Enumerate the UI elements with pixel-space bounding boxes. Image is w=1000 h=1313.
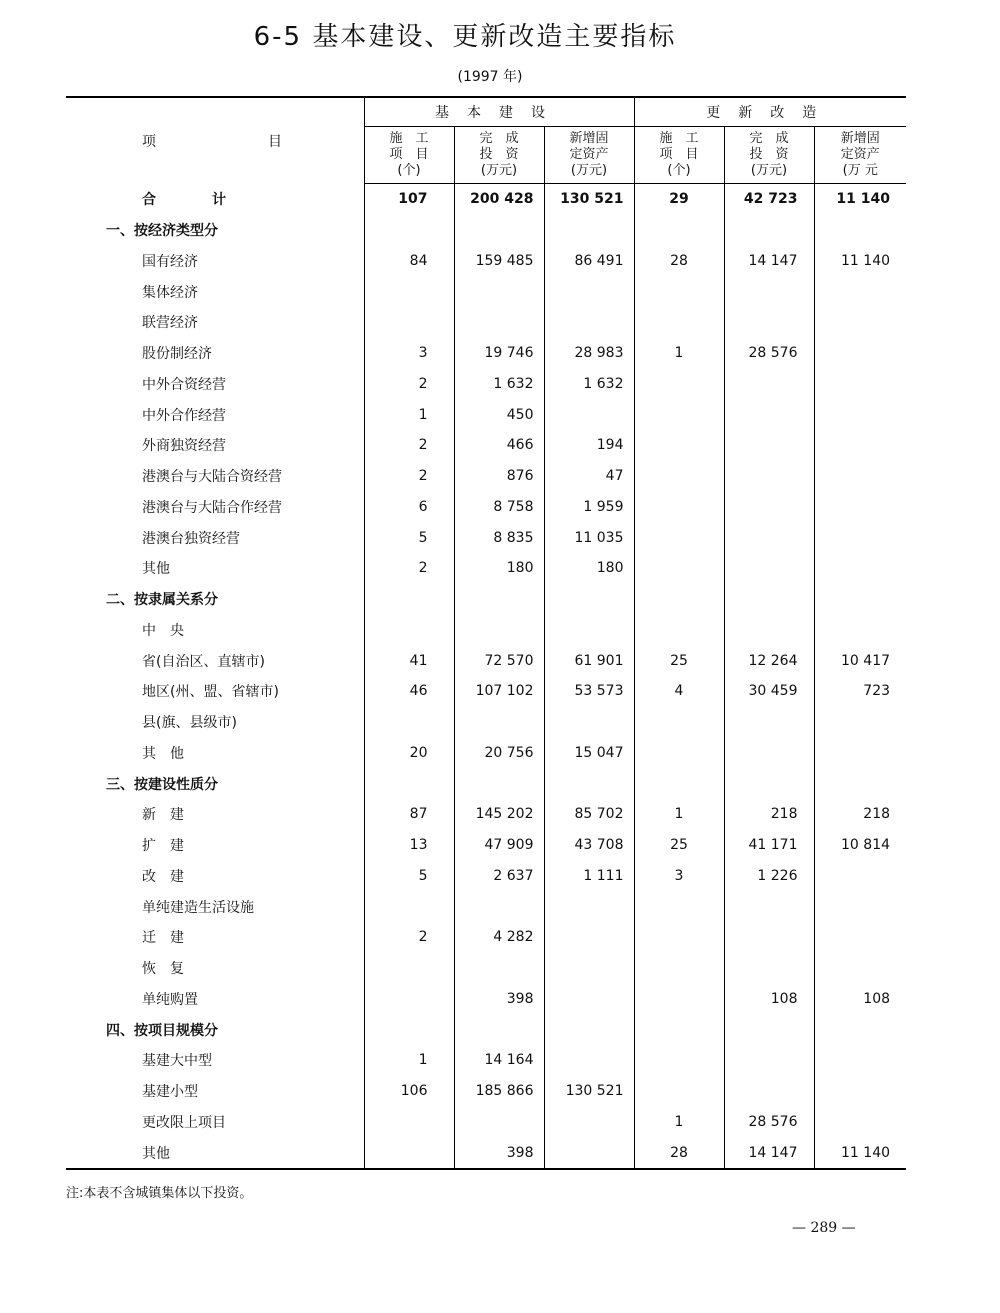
table-cell: [454, 215, 544, 246]
table-cell: [814, 768, 906, 799]
row-label: 港澳台与大陆合资经营: [142, 469, 282, 486]
table-cell: 53 573: [544, 676, 634, 707]
table-cell: [814, 584, 906, 615]
table-cell: 159 485: [454, 246, 544, 277]
table-cell: [454, 615, 544, 646]
table-cell: [814, 399, 906, 430]
table-cell: [364, 707, 454, 738]
data-table: [66, 96, 906, 1170]
table-cell: 2: [364, 461, 454, 492]
table-cell: [634, 553, 724, 584]
table-row: [66, 1137, 906, 1169]
table-cell: 41 171: [724, 830, 814, 861]
table-cell: [544, 307, 634, 338]
table-cell: 398: [454, 984, 544, 1015]
row-label: 三、按建设性质分: [106, 776, 218, 793]
table-cell: [364, 584, 454, 615]
table-cell: [544, 1107, 634, 1138]
table-cell: 46: [364, 676, 454, 707]
table-cell: 11 140: [814, 1137, 906, 1169]
table-cell: 6: [364, 492, 454, 523]
table-cell: [634, 307, 724, 338]
section-row: [66, 768, 906, 799]
table-cell: 47: [544, 461, 634, 492]
table-cell: 28: [634, 1137, 724, 1169]
table-cell: 28 983: [544, 338, 634, 369]
table-cell: [724, 707, 814, 738]
table-row: [66, 615, 906, 646]
table-cell: 194: [544, 430, 634, 461]
table-cell: 12 264: [724, 645, 814, 676]
table-cell: 1 226: [724, 861, 814, 892]
table-cell: [814, 492, 906, 523]
table-cell: [634, 891, 724, 922]
table-cell: [544, 215, 634, 246]
row-label: 迁 建: [142, 930, 184, 947]
table-cell: [724, 1014, 814, 1045]
table-cell: 15 047: [544, 738, 634, 769]
table-cell: [364, 615, 454, 646]
table-cell: [544, 1045, 634, 1076]
table-cell: 723: [814, 676, 906, 707]
table-cell: 398: [454, 1137, 544, 1169]
table-row: [66, 553, 906, 584]
table-cell: [634, 369, 724, 400]
table-cell: [814, 338, 906, 369]
table-cell: 86 491: [544, 246, 634, 277]
row-label: 国有经济: [142, 253, 198, 270]
row-label: 联营经济: [142, 315, 198, 332]
table-cell: [454, 707, 544, 738]
table-cell: 1: [364, 1045, 454, 1076]
table-cell: [724, 1076, 814, 1107]
table-cell: 218: [814, 799, 906, 830]
table-row: [66, 369, 906, 400]
table-cell: [544, 768, 634, 799]
table-cell: [814, 553, 906, 584]
table-cell: [634, 584, 724, 615]
row-label: 恢 复: [142, 961, 184, 978]
table-cell: 108: [814, 984, 906, 1015]
table-cell: [634, 1014, 724, 1045]
table-cell: 43 708: [544, 830, 634, 861]
table-cell: [634, 707, 724, 738]
table-cell: [724, 461, 814, 492]
table-cell: 106: [364, 1076, 454, 1107]
table-cell: [544, 707, 634, 738]
table-cell: [724, 615, 814, 646]
table-cell: [634, 1045, 724, 1076]
table-cell: [454, 584, 544, 615]
table-cell: 466: [454, 430, 544, 461]
table-cell: [634, 768, 724, 799]
table-cell: 19 746: [454, 338, 544, 369]
table-cell: [724, 891, 814, 922]
table-row: [66, 891, 906, 922]
table-cell: 30 459: [724, 676, 814, 707]
table-cell: [364, 891, 454, 922]
table-cell: [364, 984, 454, 1015]
table-row: [66, 922, 906, 953]
row-label: 地区(州、盟、省辖市): [142, 684, 279, 701]
table-cell: [814, 1076, 906, 1107]
table-cell: [364, 1137, 454, 1169]
table-cell: 84: [364, 246, 454, 277]
table-cell: [724, 522, 814, 553]
table-cell: 41: [364, 645, 454, 676]
row-label: 其他: [66, 1137, 364, 1169]
table-cell: 8 835: [454, 522, 544, 553]
table-cell: 218: [724, 799, 814, 830]
row-label: 股份制经济: [142, 346, 212, 363]
table-row: [66, 738, 906, 769]
table-cell: [454, 1014, 544, 1045]
table-row: [66, 338, 906, 369]
table-cell: [454, 307, 544, 338]
table-cell: 2: [364, 922, 454, 953]
table-cell: 180: [544, 553, 634, 584]
row-label: 合 计: [142, 192, 226, 209]
row-label: 更改限上项目: [142, 1114, 226, 1131]
table-row: [66, 430, 906, 461]
table-cell: [544, 584, 634, 615]
table-cell: 85 702: [544, 799, 634, 830]
table-cell: 1: [634, 1107, 724, 1138]
table-cell: 450: [454, 399, 544, 430]
table-cell: 29: [634, 184, 724, 215]
table-cell: [814, 215, 906, 246]
table-cell: 1 111: [544, 861, 634, 892]
table-cell: [364, 1014, 454, 1045]
column-header: 完 成 投 资 (万元): [454, 127, 544, 184]
table-cell: [634, 615, 724, 646]
table-cell: [634, 461, 724, 492]
table-cell: [814, 615, 906, 646]
table-cell: [634, 522, 724, 553]
table-row: [66, 1076, 906, 1107]
table-cell: [814, 307, 906, 338]
table-cell: 87: [364, 799, 454, 830]
table-cell: [814, 1045, 906, 1076]
table-cell: [364, 1107, 454, 1138]
table-row: [66, 984, 906, 1015]
table-cell: 10 814: [814, 830, 906, 861]
table-cell: [544, 984, 634, 1015]
table-cell: 28 576: [724, 338, 814, 369]
page-title: 6-5 基本建设、更新改造主要指标: [253, 22, 677, 52]
table-cell: 145 202: [454, 799, 544, 830]
table-cell: 1: [634, 338, 724, 369]
table-row: [66, 492, 906, 523]
row-label: 新 建: [142, 807, 184, 824]
basic-construction-group-header: 基本建设: [364, 97, 634, 127]
total-row: [66, 184, 906, 215]
table-cell: 1 632: [454, 369, 544, 400]
table-cell: 3: [634, 861, 724, 892]
table-cell: 108: [724, 984, 814, 1015]
table-cell: [814, 738, 906, 769]
table-row: [66, 246, 906, 277]
row-label: 外商独资经营: [142, 438, 226, 455]
table-cell: 28: [634, 246, 724, 277]
table-cell: 61 901: [544, 645, 634, 676]
row-label: 集体经济: [142, 284, 198, 301]
table-cell: [724, 953, 814, 984]
table-cell: [634, 738, 724, 769]
table-cell: 5: [364, 861, 454, 892]
table-cell: [364, 768, 454, 799]
table-cell: [724, 307, 814, 338]
table-cell: 11 035: [544, 522, 634, 553]
table-cell: [724, 584, 814, 615]
table-row: [66, 276, 906, 307]
table-cell: [634, 276, 724, 307]
table-cell: [724, 215, 814, 246]
table-cell: [544, 922, 634, 953]
table-cell: 25: [634, 830, 724, 861]
table-cell: [724, 738, 814, 769]
table-cell: 14 147: [724, 1137, 814, 1169]
table-row: [66, 707, 906, 738]
table-row: [66, 953, 906, 984]
row-label: 中外合作经营: [142, 407, 226, 424]
row-label: 基建小型: [142, 1084, 198, 1101]
table-cell: 4 282: [454, 922, 544, 953]
table-cell: 2: [364, 553, 454, 584]
table-cell: [544, 891, 634, 922]
table-cell: 107 102: [454, 676, 544, 707]
table-cell: [634, 984, 724, 1015]
table-cell: 11 140: [814, 184, 906, 215]
table-cell: 130 521: [544, 1076, 634, 1107]
table-cell: 107: [364, 184, 454, 215]
table-cell: 3: [364, 338, 454, 369]
table-cell: [814, 861, 906, 892]
row-label: 其 他: [142, 745, 184, 762]
table-row: [66, 645, 906, 676]
table-cell: 72 570: [454, 645, 544, 676]
row-label: 港澳台与大陆合作经营: [142, 499, 282, 516]
table-cell: [814, 430, 906, 461]
row-label: 省(自治区、直辖市): [142, 653, 265, 670]
table-cell: [454, 953, 544, 984]
column-header: 完 成 投 资 (万元): [724, 127, 814, 184]
table-cell: 20 756: [454, 738, 544, 769]
table-cell: [724, 430, 814, 461]
table-cell: [364, 276, 454, 307]
table-year: (1997 年): [457, 69, 523, 85]
table-cell: 4: [634, 676, 724, 707]
table-row: [66, 830, 906, 861]
table-cell: [724, 369, 814, 400]
table-cell: [724, 276, 814, 307]
table-cell: [724, 553, 814, 584]
table-cell: [814, 1014, 906, 1045]
table-cell: [724, 922, 814, 953]
table-cell: [454, 768, 544, 799]
table-cell: 2 637: [454, 861, 544, 892]
table-cell: 185 866: [454, 1076, 544, 1107]
column-header: 施 工 项 目 (个): [634, 127, 724, 184]
table-header: [66, 97, 906, 184]
table-cell: [724, 399, 814, 430]
row-label: 扩 建: [142, 838, 184, 855]
renovation-group-header: 更新改造: [634, 97, 906, 127]
table-cell: [544, 1137, 634, 1169]
item-column-header: 项 目: [66, 97, 364, 184]
table-cell: [814, 707, 906, 738]
row-label: 一、按经济类型分: [106, 223, 218, 240]
table-cell: 13: [364, 830, 454, 861]
table-cell: [454, 891, 544, 922]
table-cell: 1: [364, 399, 454, 430]
table-cell: 1: [634, 799, 724, 830]
section-row: [66, 215, 906, 246]
table-cell: [634, 430, 724, 461]
row-label: 单纯购置: [142, 991, 198, 1008]
table-cell: [724, 1045, 814, 1076]
table-row: [66, 799, 906, 830]
table-cell: 11 140: [814, 246, 906, 277]
table-cell: 20: [364, 738, 454, 769]
table-body: [66, 184, 906, 1170]
footnote: 注:本表不含城镇集体以下投资。: [66, 1186, 253, 1201]
table-cell: 1 632: [544, 369, 634, 400]
row-label: 其他: [142, 561, 170, 578]
column-header: 新增固 定资产 (万元): [544, 127, 634, 184]
table-row: [66, 461, 906, 492]
table-cell: 5: [364, 522, 454, 553]
row-label: 基建大中型: [142, 1053, 212, 1070]
table-cell: 42 723: [724, 184, 814, 215]
table-cell: 14 164: [454, 1045, 544, 1076]
table-row: [66, 676, 906, 707]
table-cell: [814, 522, 906, 553]
row-label: 单纯建造生活设施: [142, 899, 254, 916]
table-cell: [634, 922, 724, 953]
table-row: [66, 307, 906, 338]
table-cell: 14 147: [724, 246, 814, 277]
table-cell: [724, 768, 814, 799]
table-cell: 10 417: [814, 645, 906, 676]
table-cell: [634, 215, 724, 246]
row-label: 改 建: [142, 868, 184, 885]
table-cell: [814, 369, 906, 400]
table-cell: 876: [454, 461, 544, 492]
table-cell: [814, 891, 906, 922]
table-cell: [364, 953, 454, 984]
table-row: [66, 1045, 906, 1076]
table-cell: 130 521: [544, 184, 634, 215]
table-cell: [814, 953, 906, 984]
row-label: 中 央: [142, 622, 184, 639]
table-row: [66, 399, 906, 430]
section-row: [66, 1014, 906, 1045]
page-number: — 289 —: [792, 1220, 856, 1236]
table-cell: [814, 461, 906, 492]
table-cell: [454, 1107, 544, 1138]
table-row: [66, 1107, 906, 1138]
table-cell: [724, 492, 814, 523]
column-header: 新增固 定资产 (万 元: [814, 127, 906, 184]
column-header: 施 工 项 目 (个): [364, 127, 454, 184]
table-cell: [364, 215, 454, 246]
table-cell: [634, 953, 724, 984]
table-cell: [544, 1014, 634, 1045]
table-cell: [544, 276, 634, 307]
table-cell: [814, 922, 906, 953]
table-cell: [634, 492, 724, 523]
table-cell: [634, 1076, 724, 1107]
row-label: 中外合资经营: [142, 376, 226, 393]
table-row: [66, 861, 906, 892]
row-label: 县(旗、县级市): [142, 715, 237, 732]
table-cell: [544, 953, 634, 984]
table-cell: [454, 276, 544, 307]
table-cell: [814, 1107, 906, 1138]
table-cell: [544, 615, 634, 646]
indicator-table: [66, 96, 906, 1170]
table-cell: 180: [454, 553, 544, 584]
table-cell: 2: [364, 430, 454, 461]
table-cell: 25: [634, 645, 724, 676]
table-cell: 47 909: [454, 830, 544, 861]
table-cell: [364, 307, 454, 338]
table-cell: [814, 276, 906, 307]
row-label: 二、按隶属关系分: [106, 592, 218, 609]
table-row: [66, 522, 906, 553]
table-cell: 28 576: [724, 1107, 814, 1138]
table-cell: [544, 399, 634, 430]
row-label: 四、按项目规模分: [106, 1022, 218, 1039]
table-cell: 1 959: [544, 492, 634, 523]
table-cell: 8 758: [454, 492, 544, 523]
table-cell: [634, 399, 724, 430]
section-row: [66, 584, 906, 615]
row-label: 港澳台独资经营: [142, 530, 240, 547]
table-cell: 2: [364, 369, 454, 400]
table-cell: 200 428: [454, 184, 544, 215]
